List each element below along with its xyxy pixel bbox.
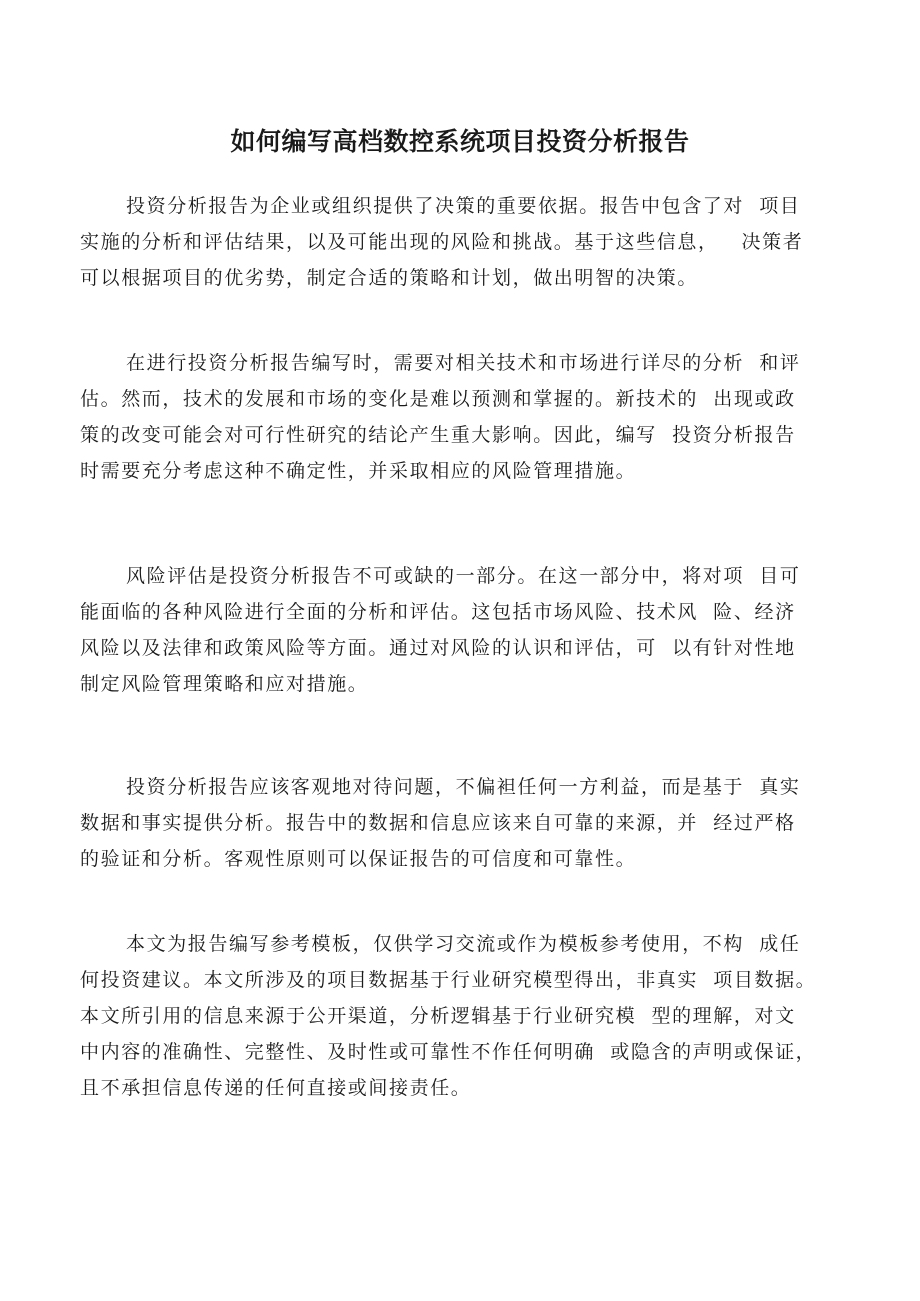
paragraph-investment-report-purpose [80, 188, 840, 296]
paragraph-line: 投资分析报告为企业或组织提供了决策的重要依据。报告中包含了对 项目 [126, 195, 801, 217]
document-title: 如何编写高档数控系统项目投资分析报告 [230, 127, 690, 156]
paragraph-line: 何投资建议。本文所涉及的项目数据基于行业研究模型得出，非真实 项目数据。 [80, 969, 817, 991]
paragraph-line: 在进行投资分析报告编写时，需要对相关技术和市场进行详尽的分析 和评 [126, 352, 801, 374]
paragraph-disclaimer [80, 926, 840, 1106]
paragraph-line: 风险评估是投资分析报告不可或缺的一部分。在这一部分中，将对项 目可 [126, 565, 801, 587]
paragraph-line: 制定风险管理策略和应对措施。 [80, 673, 369, 695]
paragraph-line: 风险以及法律和政策风险等方面。通过对风险的认识和评估，可 以有针对性地 [80, 637, 796, 659]
paragraph-line: 能面临的各种风险进行全面的分析和评估。这包括市场风险、技术风 险、经济 [80, 601, 796, 623]
paragraph-objectivity [80, 769, 840, 877]
paragraph-line: 可以根据项目的优劣势，制定合适的策略和计划，做出明智的决策。 [80, 267, 699, 289]
paragraph-line: 的验证和分析。客观性原则可以保证报告的可信度和可靠性。 [80, 848, 637, 870]
paragraph-line: 时需要充分考虑这种不确定性，并采取相应的风险管理措施。 [80, 460, 637, 482]
paragraph-line: 本文为报告编写参考模板，仅供学习交流或作为模板参考使用，不构 成任 [126, 933, 801, 955]
paragraph-line: 数据和事实提供分析。报告中的数据和信息应该来自可靠的来源，并 经过严格 [80, 812, 796, 834]
paragraph-line: 中内容的准确性、完整性、及时性或可靠性不作任何明确 或隐含的声明或保证， [80, 1041, 817, 1063]
paragraph-line: 本文所引用的信息来源于公开渠道，分析逻辑基于行业研究模 型的理解，对文 [80, 1005, 796, 1027]
paragraph-line: 估。然而，技术的发展和市场的变化是难以预测和掌握的。新技术的 出现或政 [80, 388, 796, 410]
paragraph-line: 且不承担信息传递的任何直接或间接责任。 [80, 1077, 472, 1099]
paragraph-risk-assessment [80, 558, 840, 702]
paragraph-line: 策的改变可能会对可行性研究的结论产生重大影响。因此，编写 投资分析报告 [80, 424, 796, 446]
paragraph-analysis-uncertainty [80, 345, 840, 489]
paragraph-line: 实施的分析和评估结果，以及可能出现的风险和挑战。基于这些信息， 决策者 [80, 231, 804, 253]
paragraph-line: 投资分析报告应该客观地对待问题，不偏袒任何一方利益，而是基于 真实 [126, 776, 801, 798]
